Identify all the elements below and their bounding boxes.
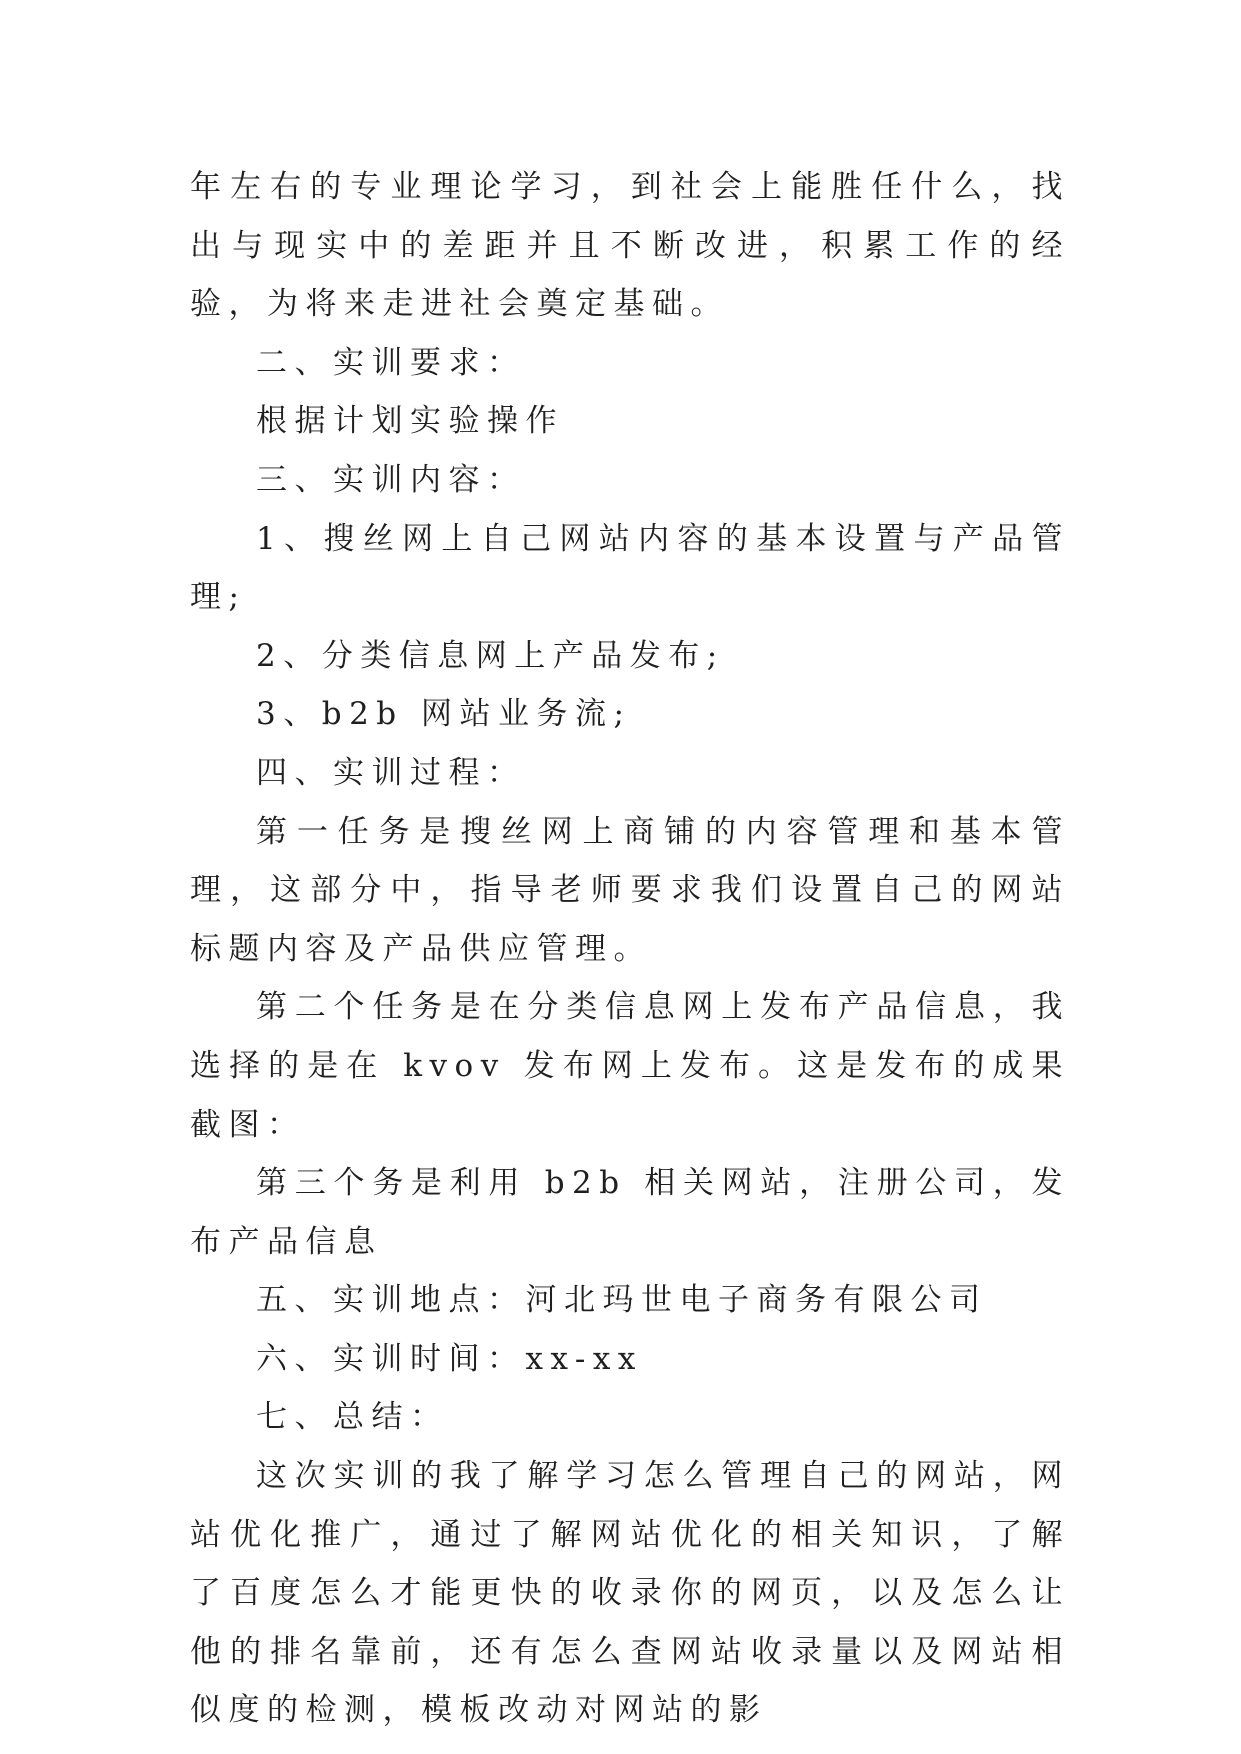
heading-summary: 七、总结： xyxy=(256,1399,449,1436)
heading-process: 四、实训过程： xyxy=(256,754,526,791)
paragraph-task-1: 第一任务是搜丝网上商铺的内容管理和基本管理，这部分中，指导老师要求我们设置自己的网站标题内容及产品供应管理。 xyxy=(190,813,1070,967)
paragraph-time: 六、实训时间：xx-xx xyxy=(256,1340,643,1377)
document-body xyxy=(190,158,1070,1740)
heading-content: 三、实训内容： xyxy=(256,461,526,498)
paragraph-task-3: 第三个务是利用 b2b 相关网站，注册公司，发布产品信息 xyxy=(190,1165,1070,1260)
paragraph-location: 五、实训地点：河北玛世电子商务有限公司 xyxy=(256,1282,988,1319)
paragraph-summary: 这次实训的我了解学习怎么管理自己的网站，网站优化推广，通过了解网站优化的相关知识，了解了百度怎么才能更快的收录你的网页，以及怎么让他的排名靠前，还有怎么查网站收录量以及网站相似度的检测，模板改动对网站的影 xyxy=(190,1458,1070,1729)
paragraph-continuation: 年左右的专业理论学习，到社会上能胜任什么，找出与现实中的差距并且不断改进，积累工作的经验，为将来走进社会奠定基础。 xyxy=(190,169,1070,323)
list-item-3: 3、b2b 网站业务流; xyxy=(256,696,632,733)
heading-requirements: 二、实训要求： xyxy=(256,344,526,381)
paragraph-requirements: 根据计划实验操作 xyxy=(256,403,564,440)
paragraph-task-2: 第二个任务是在分类信息网上发布产品信息，我选择的是在 kvov 发布网上发布。这是发布的成果截图： xyxy=(190,989,1070,1143)
list-item-2: 2、分类信息网上产品发布; xyxy=(256,637,725,674)
list-item-1: 1、搜丝网上自己网站内容的基本设置与产品管理; xyxy=(190,520,1070,616)
